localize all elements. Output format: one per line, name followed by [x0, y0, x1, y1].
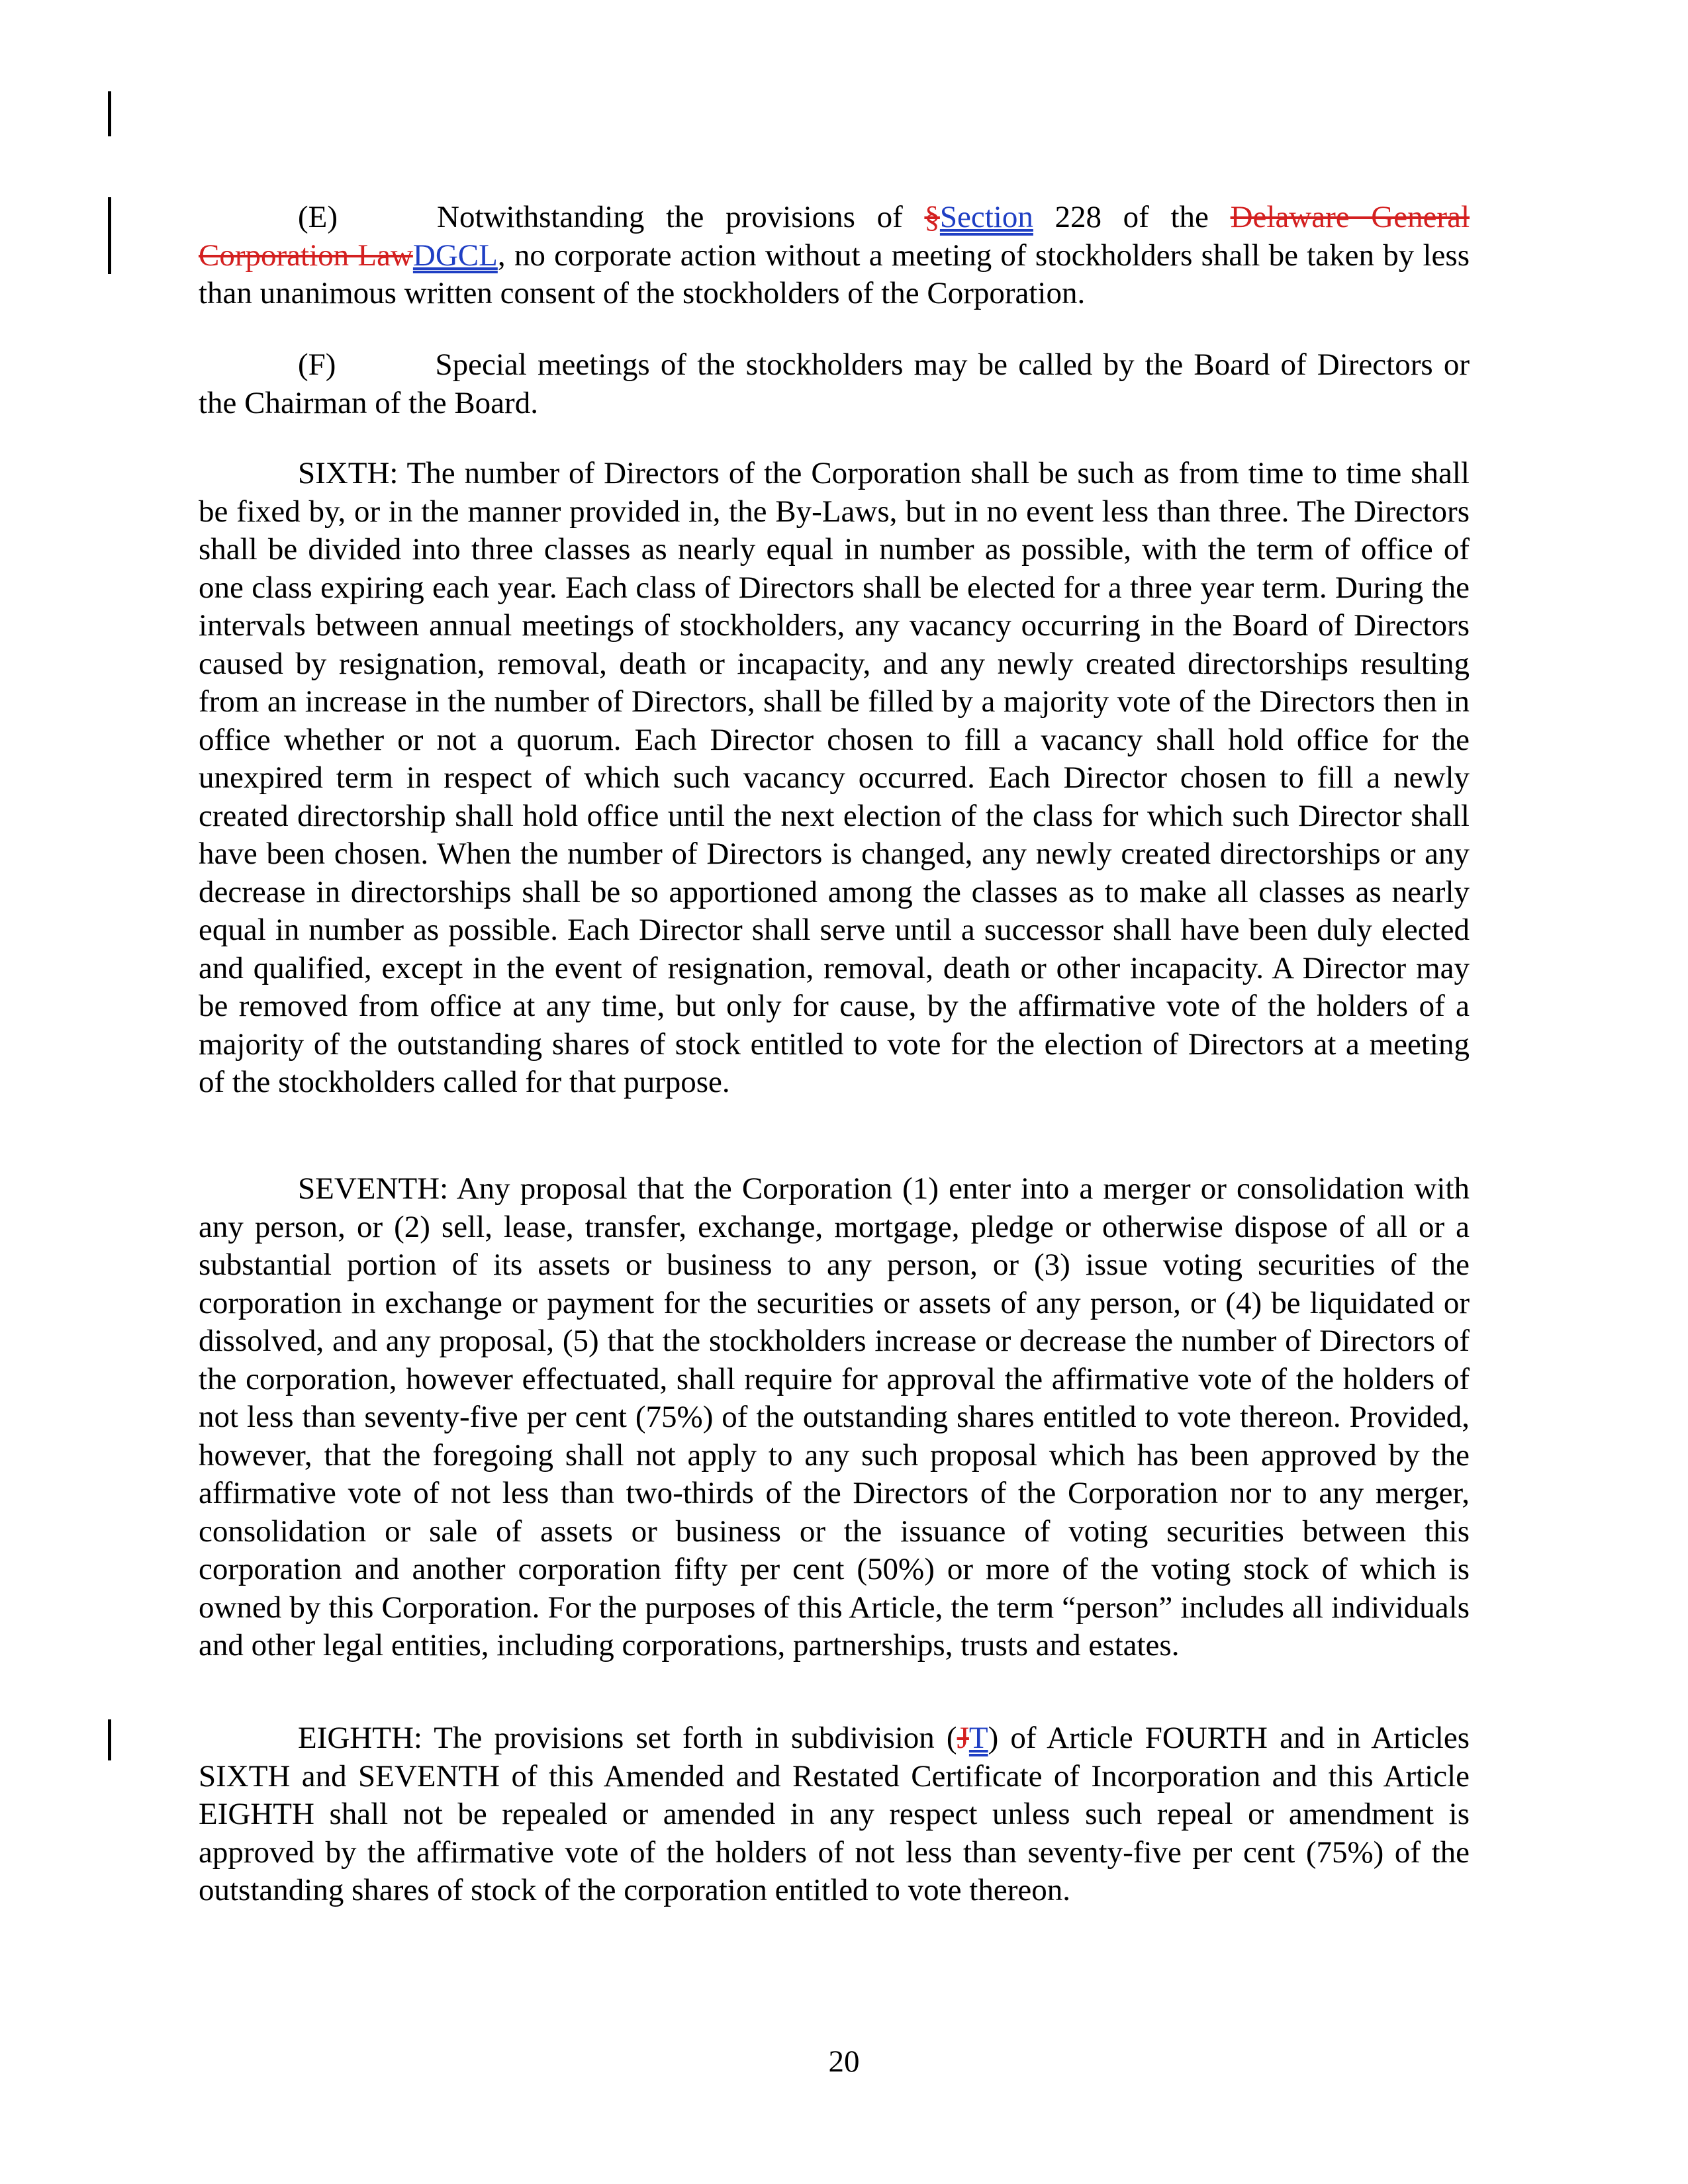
article-eighth-text-1: EIGHTH: The provisions set forth in subdivision (	[298, 1721, 957, 1755]
inserted-dgcl: DGCL	[412, 238, 498, 273]
paragraph-e-text-3: , no corporate action without a meeting of stockholders shall be taken by less than unanimous written consent of the stockholders of the Corporation.	[199, 238, 1470, 310]
inserted-subdivision-letter: T	[968, 1721, 988, 1755]
change-bar-paragraph-e	[108, 197, 111, 274]
paragraph-e-label: (E)	[298, 200, 338, 234]
paragraph-e-text-1: Notwithstanding the provisions of	[437, 200, 925, 234]
change-bar-top	[108, 91, 111, 136]
article-sixth-text: SIXTH: The number of Directors of the Corporation shall be such as from time to time shall be fixed by, or in the manner provided in, the By-Laws, but in no event less than three. The Directors shall be divided into three classes as nearly equal in number as possible, with the term of office of one class expiring each year. Each class of Directors shall be elected for a three year term. During the intervals between annual meetings of stockholders, any vacancy occurring in the Board of Directors caused by resignation, removal, death or incapacity, and any newly created directorships resulting from an increase in the number of Directors, shall be filled by a majority vote of the Directors then in office whether or not a quorum. Each Director chosen to fill a vacancy shall hold office for the unexpired term in respect of which such vacancy occurred. Each Director chosen to fill a newly created directorship shall hold office until the next election of the class for which such Director shall have been chosen. When the number of Directors is changed, any newly created directorships or any decrease in directorships shall be so apportioned among the classes as to make all classes as nearly equal in number as possible. Each Director shall serve until a successor shall have been duly elected and qualified, except in the event of resignation, removal, death or other incapacity. A Director may be removed from office at any time, but only for cause, by the affirmative vote of the holders of a majority of the outstanding shares of stock entitled to vote for the election of Directors at a meeting of the stockholders called for that purpose.	[199, 456, 1470, 1099]
article-seventh	[199, 1170, 1470, 1665]
inserted-section-word: Section	[939, 200, 1033, 234]
article-sixth	[199, 455, 1470, 1102]
page-number: 20	[828, 2044, 860, 2079]
article-eighth-text-2: ) of Article FOURTH and in Articles SIXTH and SEVENTH of this Amended and Restated Certificate of Incorporation and this Article EIGHTH shall not be repealed or amended in any respect unless such repeal or amendment is approved by the affirmative vote of the holders of not less than seventy-five per cent (75%) of the outstanding shares of stock of the corporation entitled to vote thereon.	[199, 1721, 1470, 1907]
deleted-section-symbol: §	[924, 200, 940, 234]
article-seventh-text: SEVENTH: Any proposal that the Corporation (1) enter into a merger or consolidation with any person, or (2) sell, lease, transfer, exchange, mortgage, pledge or otherwise dispose of all or a substantial portion of its assets or business to any person, or (3) issue voting securities of the corporation in exchange or payment for the securities or assets of any person, or (4) be liquidated or dissolved, and any proposal, (5) that the stockholders increase or decrease the number of Directors of the corporation, however effectuated, shall require for approval the affirmative vote of the holders of not less than seventy-five per cent (75%) of the outstanding shares entitled to vote thereon. Provided, however, that the foregoing shall not apply to any such proposal which has been approved by the affirmative vote of not less than two-thirds of the Directors of the Corporation nor to any merger, consolidation or sale of assets or business or the issuance of voting securities between this corporation and another corporation fifty per cent (50%) or more of the voting stock of which is owned by this Corporation. For the purposes of this Article, the term “person” includes all individuals and other legal entities, including corporations, partnerships, trusts and estates.	[199, 1171, 1470, 1662]
paragraph-e	[199, 199, 1470, 313]
deleted-law-name: Delaware General Corporation Law	[199, 200, 1470, 273]
change-bar-eighth	[108, 1719, 111, 1760]
paragraph-f-text: Special meetings of the stockholders may be called by the Board of Directors or the Chairman of the Board.	[199, 347, 1470, 420]
paragraph-e-text-2: 228 of the	[1033, 200, 1231, 234]
paragraph-f-label: (F)	[298, 347, 336, 382]
deleted-subdivision-letter: J	[957, 1721, 969, 1755]
paragraph-f	[199, 346, 1470, 422]
article-eighth	[199, 1719, 1470, 1910]
